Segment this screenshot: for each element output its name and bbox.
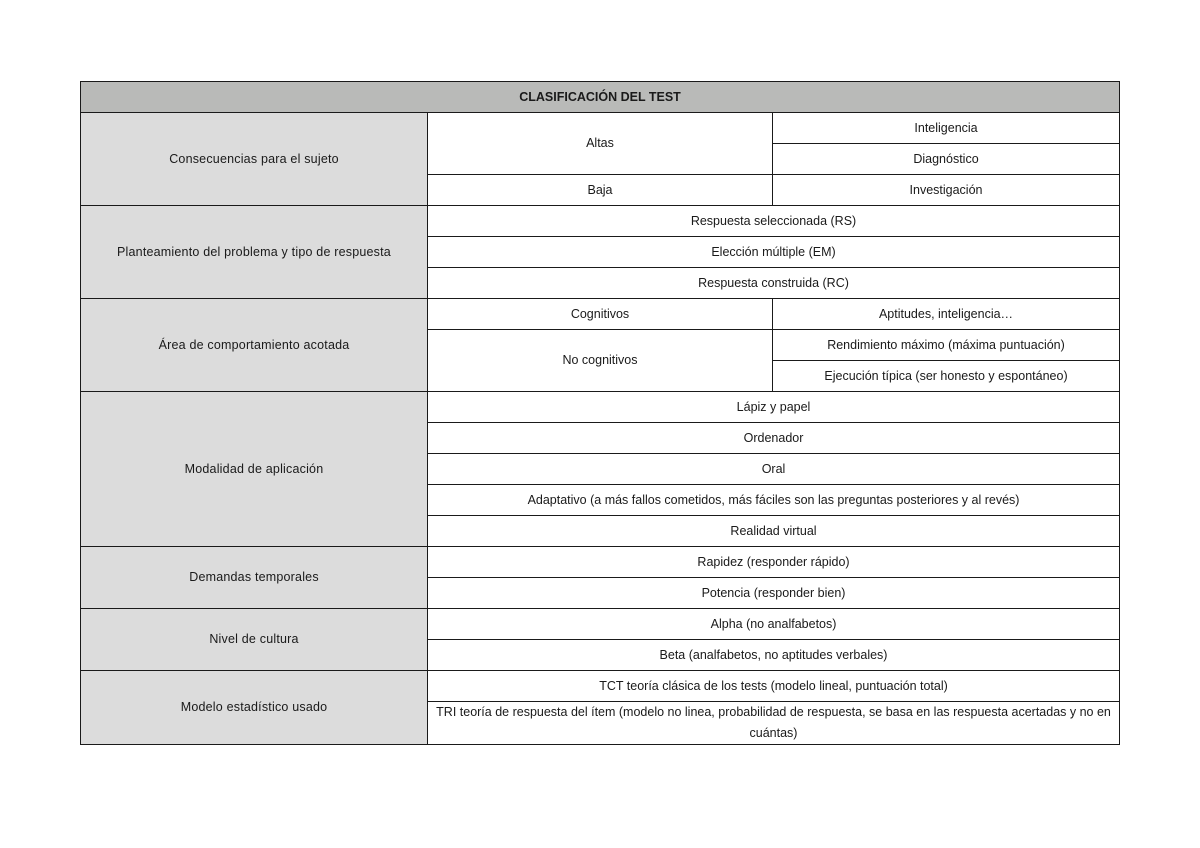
category-modalidad: Modalidad de aplicación (81, 392, 428, 547)
cell-demandas-item: Rapidez (responder rápido) (428, 547, 1120, 578)
table-row (81, 206, 1120, 237)
category-consecuencias: Consecuencias para el sujeto (81, 113, 428, 206)
table-row (81, 392, 1120, 423)
table-row (81, 671, 1120, 702)
cell-no-cognitivos: No cognitivos (428, 330, 773, 392)
cell-aptitudes: Aptitudes, inteligencia… (773, 299, 1120, 330)
category-modelo: Modelo estadístico usado (81, 671, 428, 745)
cell-modalidad-item: Lápiz y papel (428, 392, 1120, 423)
category-area: Área de comportamiento acotada (81, 299, 428, 392)
cell-inteligencia: Inteligencia (773, 113, 1120, 144)
table-header-row (81, 82, 1120, 113)
cell-modelo-item: TCT teoría clásica de los tests (modelo lineal, puntuación total) (428, 671, 1120, 702)
cell-cognitivos: Cognitivos (428, 299, 773, 330)
table-row (81, 547, 1120, 578)
category-planteamiento: Planteamiento del problema y tipo de respuesta (81, 206, 428, 299)
table-row (81, 609, 1120, 640)
cell-diagnostico: Diagnóstico (773, 144, 1120, 175)
cell-demandas-item: Potencia (responder bien) (428, 578, 1120, 609)
cell-modalidad-item: Ordenador (428, 423, 1120, 454)
cell-ejecucion: Ejecución típica (ser honesto y espontáneo) (773, 361, 1120, 392)
cell-planteamiento-item: Respuesta seleccionada (RS) (428, 206, 1120, 237)
cell-rendimiento: Rendimiento máximo (máxima puntuación) (773, 330, 1120, 361)
cell-baja: Baja (428, 175, 773, 206)
cell-investigacion: Investigación (773, 175, 1120, 206)
cell-cultura-item: Alpha (no analfabetos) (428, 609, 1120, 640)
cell-planteamiento-item: Respuesta construida (RC) (428, 268, 1120, 299)
cell-cultura-item: Beta (analfabetos, no aptitudes verbales) (428, 640, 1120, 671)
table-row (81, 299, 1120, 330)
category-demandas: Demandas temporales (81, 547, 428, 609)
cell-altas: Altas (428, 113, 773, 175)
cell-modalidad-item: Adaptativo (a más fallos cometidos, más fáciles son las preguntas posteriores y al revés) (428, 485, 1120, 516)
table-title: CLASIFICACIÓN DEL TEST (81, 82, 1120, 113)
cell-planteamiento-item: Elección múltiple (EM) (428, 237, 1120, 268)
cell-modalidad-item: Oral (428, 454, 1120, 485)
cell-modelo-item: TRI teoría de respuesta del ítem (modelo no linea, probabilidad de respuesta, se basa en las respuesta acertadas y no en cuántas) (428, 702, 1120, 745)
category-cultura: Nivel de cultura (81, 609, 428, 671)
table-row (81, 113, 1120, 144)
cell-modalidad-item: Realidad virtual (428, 516, 1120, 547)
classification-table (80, 81, 1120, 745)
